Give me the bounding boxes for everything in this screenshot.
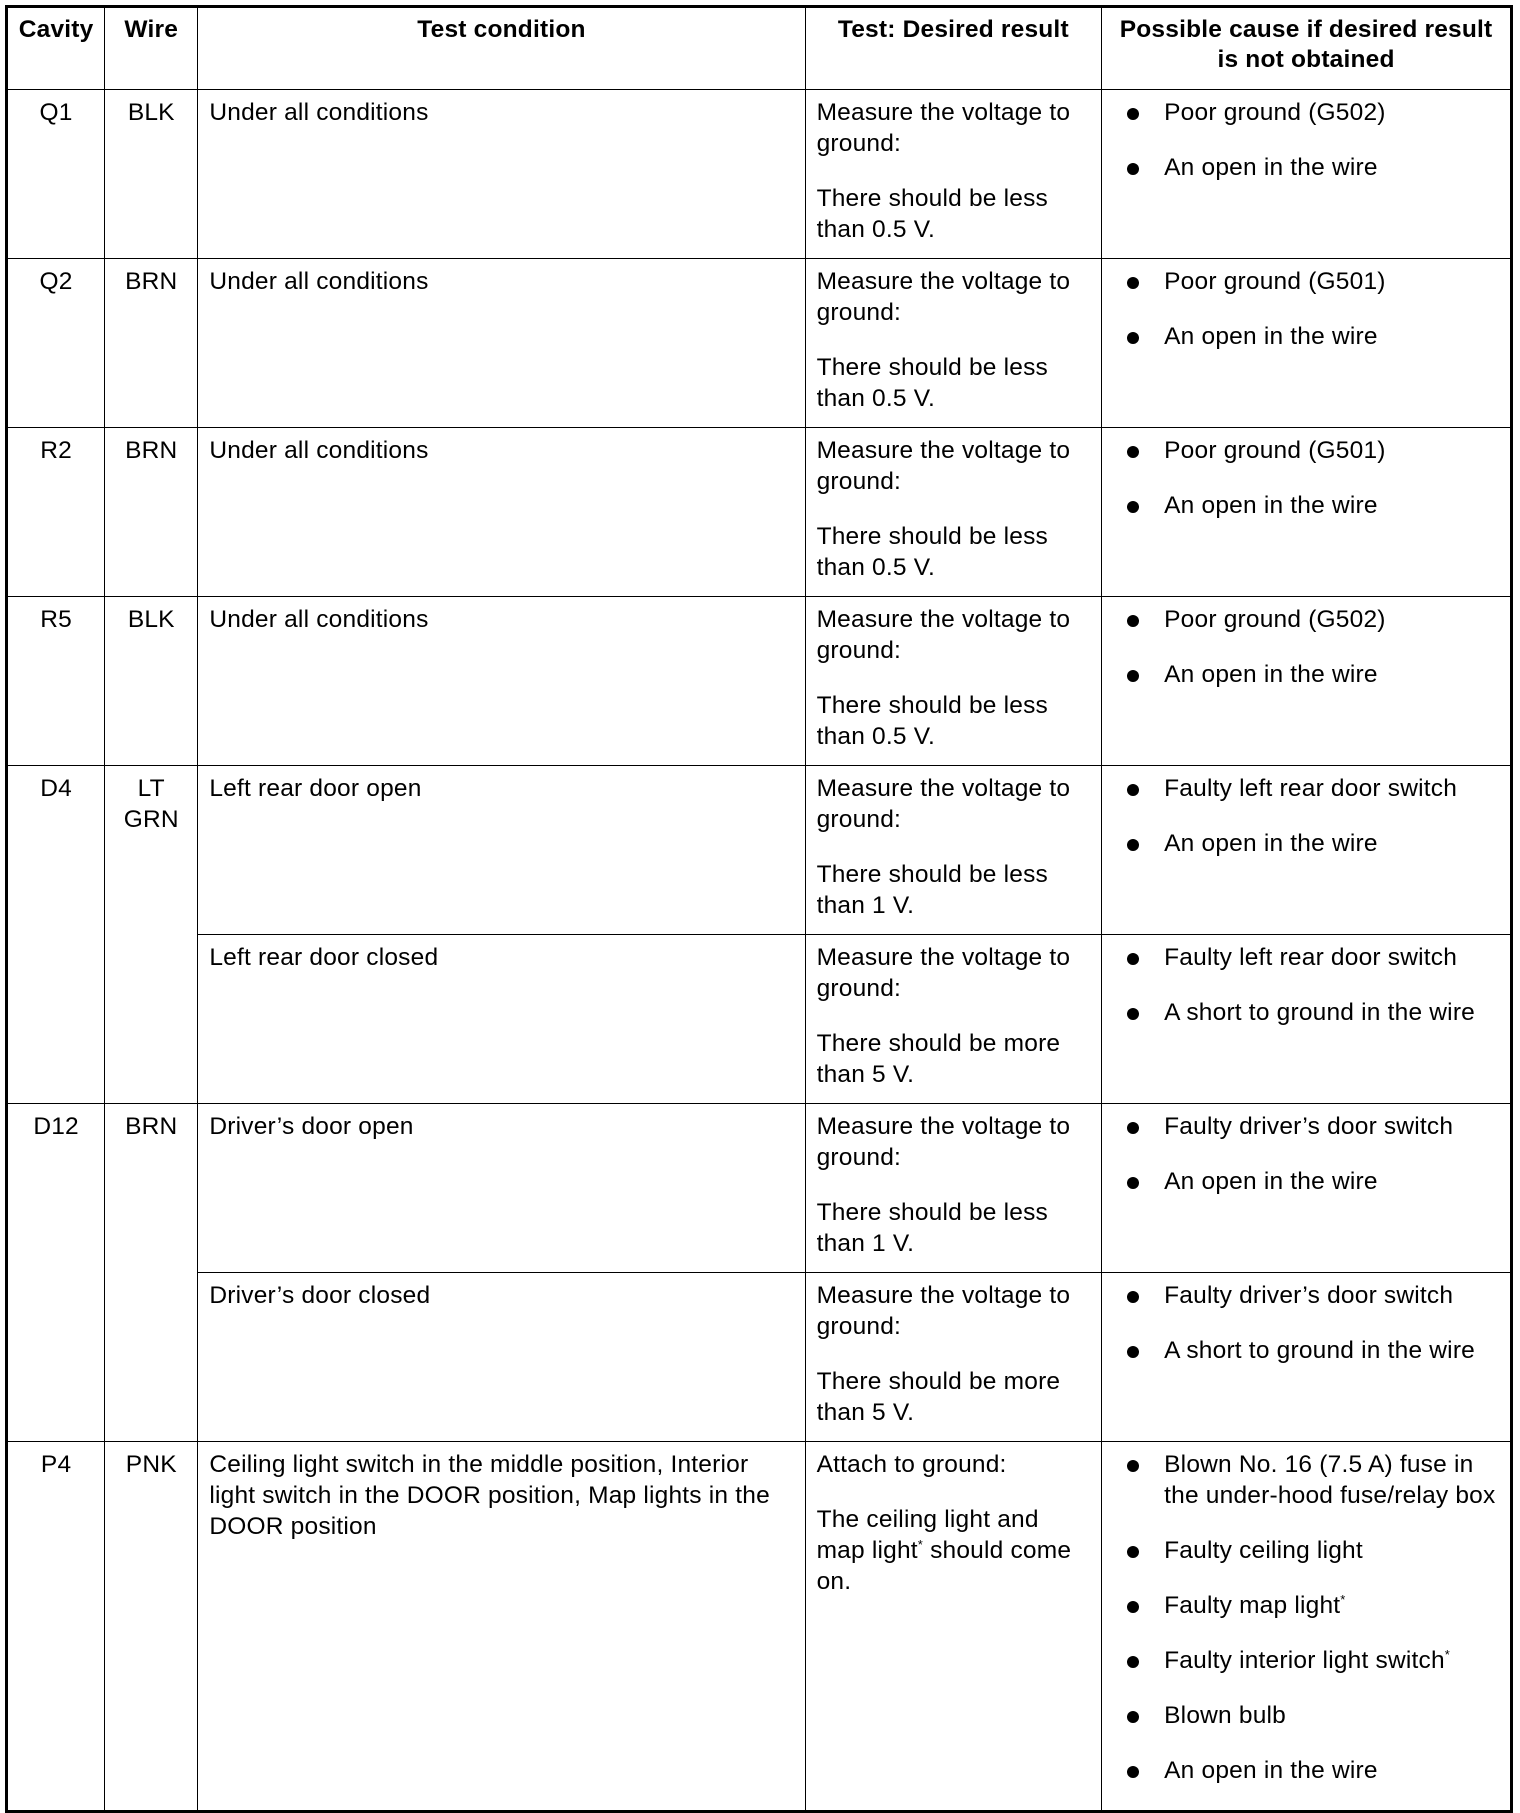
result-step: Measure the voltage to ground: [816,1113,1071,1171]
table-row [7,1442,1512,1812]
diagnostic-table [5,5,1513,1813]
cause-item: Poor ground (G501) [1124,435,1504,466]
cause-item [1124,1590,1504,1621]
cause-item [1124,1645,1504,1676]
cause-item: Faulty driver’s door switch [1124,1111,1504,1142]
cause-item: An open in the wire [1124,1755,1504,1786]
result-expectation: There should be less than 1 V. [816,861,1049,919]
footnote-marker: * [917,1536,924,1552]
cause-cell [1102,259,1512,428]
cause-item: A short to ground in the wire [1124,997,1504,1028]
result-expectation: There should be more than 5 V. [816,1368,1061,1426]
cause-item: Faulty left rear door switch [1124,942,1504,973]
cause-item: Poor ground (G501) [1124,266,1504,297]
wire-cell: BLK [105,597,198,766]
cause-item: Faulty ceiling light [1124,1535,1504,1566]
result-expectation: There should be less than 0.5 V. [816,692,1049,750]
footnote-marker: * [1340,1591,1346,1607]
cause-item: Blown bulb [1124,1700,1504,1731]
cause-item: An open in the wire [1124,321,1504,352]
table-row [7,428,1512,597]
result-step: Measure the voltage to ground: [816,437,1071,495]
header-row [7,7,1512,90]
wire-cell: PNK [105,1442,198,1812]
header-desired-result: Test: Desired result [805,7,1102,90]
cause-cell [1102,597,1512,766]
condition-cell: Driver’s door closed [198,1273,805,1442]
result-step: Attach to ground: [816,1451,1007,1478]
table-row [7,766,1512,935]
wire-cell: LT GRN [105,766,198,1104]
result-cell [805,1273,1102,1442]
condition-cell: Driver’s door open [198,1104,805,1273]
result-cell [805,1104,1102,1273]
result-cell [805,259,1102,428]
cause-cell [1102,766,1512,935]
cause-item: Faulty driver’s door switch [1124,1280,1504,1311]
result-cell [805,935,1102,1104]
condition-cell: Left rear door open [198,766,805,935]
table-row [7,1273,1512,1442]
result-cell [805,428,1102,597]
result-expectation-end: should come on. [816,1537,1072,1595]
result-cell [805,1442,1102,1812]
condition-cell: Left rear door closed [198,935,805,1104]
cause-cell [1102,1104,1512,1273]
header-possible-cause: Possible cause if desired result is not obtained [1102,7,1512,90]
footnote-marker: * [1444,1646,1451,1662]
cause-item: Blown No. 16 (7.5 A) fuse in the under-hood fuse/relay box [1124,1449,1504,1511]
header-test-condition: Test condition [198,7,805,90]
result-step: Measure the voltage to ground: [816,268,1071,326]
table-row [7,90,1512,259]
cavity-cell: Q1 [7,90,105,259]
result-expectation: There should be less than 1 V. [816,1199,1049,1257]
cause-cell [1102,1273,1512,1442]
condition-cell: Ceiling light switch in the middle position, Interior light switch in the DOOR position, Map lights in the DOOR position [198,1442,805,1812]
result-step: Measure the voltage to ground: [816,99,1071,157]
cause-item: An open in the wire [1124,1166,1504,1197]
header-wire: Wire [105,7,198,90]
cause-item: An open in the wire [1124,659,1504,690]
cause-cell [1102,1442,1512,1812]
table-row [7,597,1512,766]
condition-cell: Under all conditions [198,597,805,766]
cavity-cell: R2 [7,428,105,597]
result-cell [805,766,1102,935]
cause-item: Poor ground (G502) [1124,604,1504,635]
cause-text: Faulty interior light switch [1164,1647,1445,1674]
wire-cell: BRN [105,259,198,428]
result-cell [805,90,1102,259]
table-row [7,259,1512,428]
cavity-cell: D12 [7,1104,105,1442]
cavity-cell: R5 [7,597,105,766]
result-step: Measure the voltage to ground: [816,775,1071,833]
cavity-cell: D4 [7,766,105,1104]
condition-cell: Under all conditions [198,259,805,428]
result-expectation: There should be more than 5 V. [816,1030,1061,1088]
cause-item: Poor ground (G502) [1124,97,1504,128]
condition-cell: Under all conditions [198,90,805,259]
cause-item: Faulty left rear door switch [1124,773,1504,804]
cause-cell [1102,90,1512,259]
result-step: Measure the voltage to ground: [816,1282,1071,1340]
cause-text: Faulty map light [1164,1592,1341,1619]
wire-cell: BRN [105,428,198,597]
cause-item: An open in the wire [1124,490,1504,521]
cavity-cell: P4 [7,1442,105,1812]
result-expectation: There should be less than 0.5 V. [816,354,1049,412]
wire-cell: BRN [105,1104,198,1442]
table-row [7,935,1512,1104]
cause-item: An open in the wire [1124,152,1504,183]
result-expectation [817,1504,1094,1597]
header-cavity: Cavity [7,7,105,90]
result-cell [805,597,1102,766]
result-step: Measure the voltage to ground: [816,606,1071,664]
cavity-cell: Q2 [7,259,105,428]
condition-cell: Under all conditions [198,428,805,597]
result-step: Measure the voltage to ground: [816,944,1071,1002]
wire-cell: BLK [105,90,198,259]
cause-item: An open in the wire [1124,828,1504,859]
table-row [7,1104,1512,1273]
cause-item: A short to ground in the wire [1124,1335,1504,1366]
result-expectation: There should be less than 0.5 V. [816,523,1049,581]
cause-cell [1102,428,1512,597]
result-expectation: There should be less than 0.5 V. [816,185,1049,243]
cause-cell [1102,935,1512,1104]
result-expectation-start: The ceiling light and map light [816,1506,1039,1564]
